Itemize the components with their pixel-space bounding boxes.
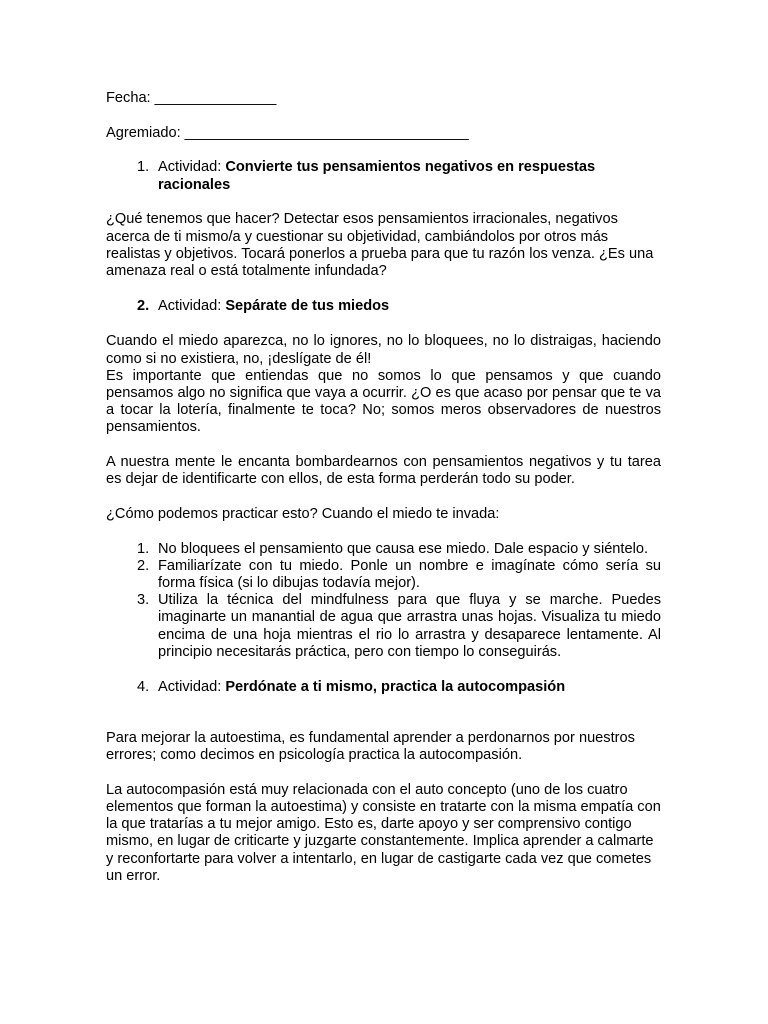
activity-2-title: Sepárate de tus miedos xyxy=(225,297,390,314)
paragraph-5: Para mejorar la autoestima, es fundamental aprender a perdonarnos por nuestros errores; como decimos en psicología practica la autocompasión. xyxy=(106,729,635,763)
paragraph-6: La autocompasión está muy relacionada con el auto concepto (uno de los cuatro elementos que forman la autoestima) y consiste en tratarte con la misma empatía con la que tratarías a tu mejor amigo. Esto es, darte apoyo y ser comprensivo contigo mismo, en lugar de criticarte y juzgarte constantemente. Implica aprender a calmarte y reconfortarte para volver a intentarlo, en lugar de castigarte cada vez que cometes un error. xyxy=(106,781,661,884)
list-item xyxy=(137,592,661,661)
list-item-text: Familiarízate con tu miedo. Ponle un nombre e imagínate cómo sería su forma física (si lo dibujas todavía mejor). xyxy=(158,557,661,592)
steps-list xyxy=(137,541,661,661)
activity-1-number: 1. xyxy=(137,159,150,176)
activity-2-number: 2. xyxy=(137,297,150,314)
list-item-number: 3. xyxy=(137,592,150,609)
activity-1-prefix: Actividad: xyxy=(158,159,226,176)
activity-4-number: 4. xyxy=(137,678,150,695)
activity-4-title: Perdónate a ti mismo, practica la autocompasión xyxy=(225,678,566,695)
paragraph-2a: Cuando el miedo aparezca, no lo ignores, no lo bloquees, no lo distraigas, haciendo como si no existiera, no, ¡deslígate de él! xyxy=(106,333,661,367)
agremiado-field: Agremiado: ___________________________________ xyxy=(106,124,469,141)
list-item-text: Utiliza la técnica del mindfulness para que fluya y se marche. Puedes imaginarte un manantial de agua que arrastra unas hojas. Visualiza tu miedo encima de una hoja mientras el rio lo arrastra y desaparece lentamente. Al principio necesitarás práctica, pero con tiempo lo conseguirás. xyxy=(158,592,661,660)
activity-2-heading xyxy=(137,298,661,315)
list-item xyxy=(137,558,661,592)
paragraph-2b: Es importante que entiendas que no somos lo que pensamos y que cuando pensamos algo no significa que vaya a ocurrir. ¿O es que acaso por pensar que te va a tocar la lotería, finalmente te toca? No; somos meros observadores de nuestros pensamientos. xyxy=(106,367,661,436)
activity-1-heading xyxy=(137,159,661,193)
document-page xyxy=(106,90,661,902)
paragraph-1: ¿Qué tenemos que hacer? Detectar esos pensamientos irracionales, negativos acerca de ti mismo/a y cuestionar su objetividad, cambiándolos por otros más realistas y objetivos. Tocará ponerlos a prueba para que tu razón los venza. ¿Es una amenaza real o está totalmente infundada? xyxy=(106,211,654,279)
activity-1-title: Convierte tus pensamientos negativos en respuestas racionales xyxy=(158,159,596,193)
activity-2-prefix: Actividad: xyxy=(158,297,226,314)
list-item-text: No bloquees el pensamiento que causa ese miedo. Dale espacio y siéntelo. xyxy=(158,540,649,557)
list-item xyxy=(137,541,661,558)
list-item-number: 1. xyxy=(137,540,150,557)
paragraph-4: ¿Cómo podemos practicar esto? Cuando el miedo te invada: xyxy=(106,505,500,522)
activity-4-heading xyxy=(137,679,661,696)
paragraph-3: A nuestra mente le encanta bombardearnos con pensamientos negativos y tu tarea es dejar de identificarte con ellos, de esta forma perderán todo su poder. xyxy=(106,454,661,488)
activity-4-prefix: Actividad: xyxy=(158,678,226,695)
list-item-number: 2. xyxy=(137,557,150,574)
fecha-field: Fecha: _______________ xyxy=(106,90,277,106)
